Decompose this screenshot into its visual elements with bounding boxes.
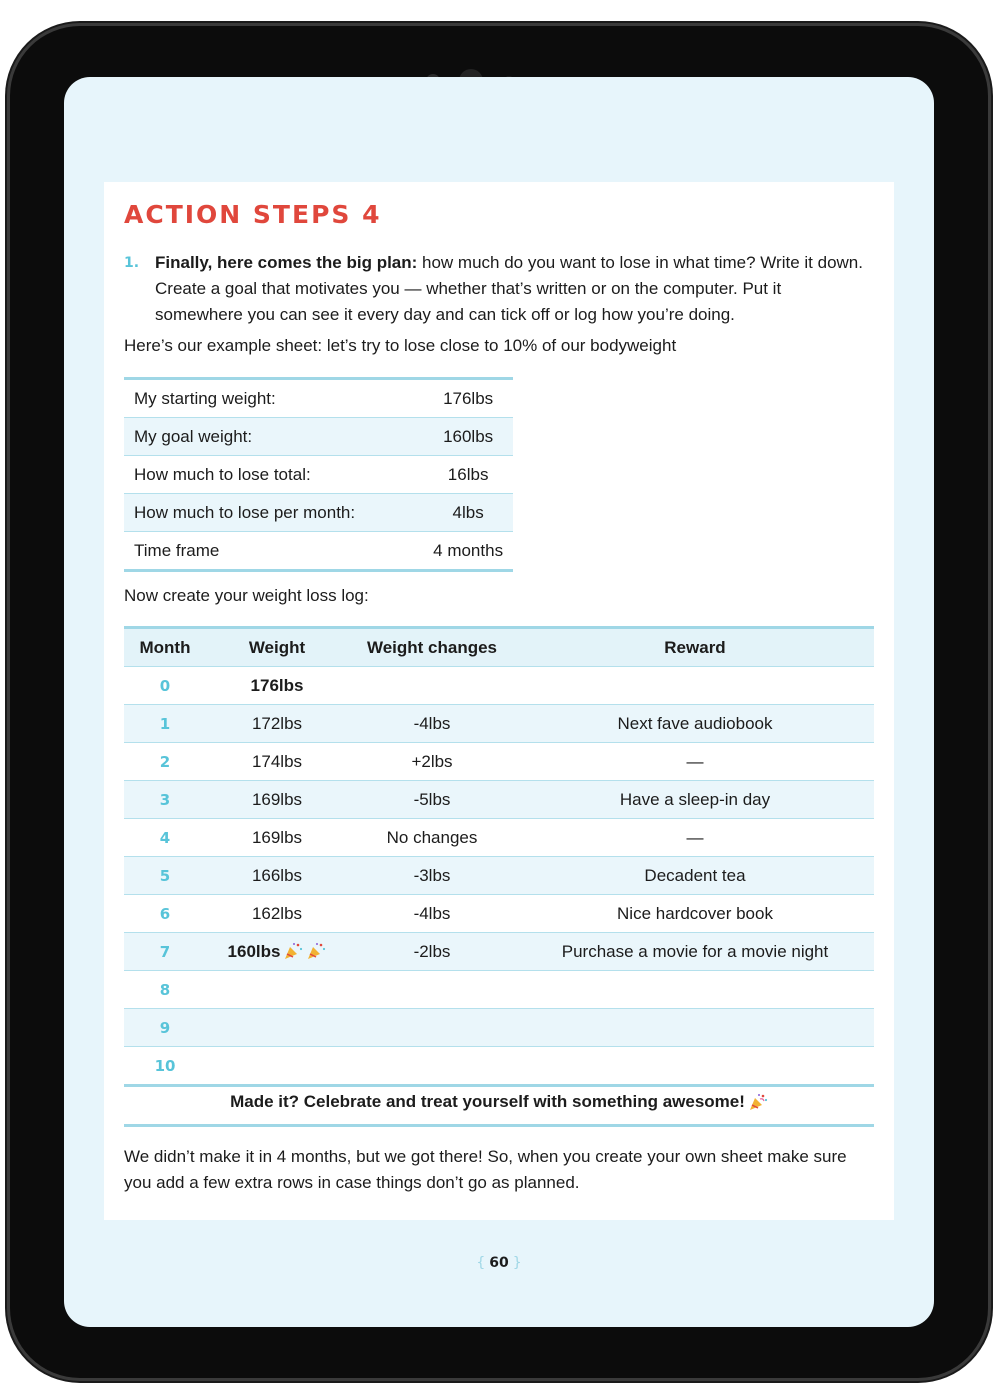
summary-value: 4lbs [452,502,484,522]
step-text [155,250,864,328]
log-row [124,933,874,971]
log-month: 8 [159,980,171,999]
log-reward: Purchase a movie for a movie night [561,941,829,961]
log-month: 9 [159,1018,171,1037]
log-month: 3 [159,790,171,809]
log-month: 7 [159,942,171,961]
log-weight-cell [206,866,348,886]
log-weight: 169lbs [251,827,303,847]
summary-row [124,532,513,569]
log-reward: — [686,751,704,771]
page-number-value: 60 [489,1255,509,1271]
closing-paragraph: We didn’t make it in 4 months, but we got there! So, when you create your own sheet make sure you add a few extra rows in case things don’t go as planned. [124,1147,847,1192]
log-weight-cell [206,904,348,924]
log-reward: Next fave audiobook [617,713,773,733]
header-weight-changes: Weight changes [366,637,498,657]
log-month: 1 [159,714,171,733]
log-weight-change: -4lbs [413,713,451,733]
celebrate-note [124,1080,874,1127]
log-weight: 174lbs [251,751,303,771]
log-row [124,971,874,1009]
summary-row [124,418,513,456]
summary-label: My goal weight: [134,426,253,446]
log-weight: 176lbs [250,675,304,695]
log-row [124,781,874,819]
goal-summary-table [124,377,513,572]
summary-value: 176lbs [443,388,494,408]
summary-label: My starting weight: [134,388,276,408]
party-popper-icon [306,942,326,960]
log-weight-cell [206,828,348,848]
summary-row [124,380,513,418]
log-weight-change: -5lbs [413,789,451,809]
log-weight-change: +2lbs [411,751,453,771]
summary-value: 4 months [433,540,504,560]
ebook-page [104,182,894,1220]
header-month: Month [139,637,191,657]
log-weight-cell [206,942,348,962]
log-reward: Decadent tea [644,865,746,885]
log-row [124,857,874,895]
log-row [124,895,874,933]
log-weight: 160lbs [227,941,281,961]
party-popper-icon [748,1093,768,1111]
page-number-bracket-left: { [476,1255,486,1271]
log-reward: Nice hardcover book [617,903,773,923]
summary-value: 160lbs [443,426,494,446]
log-weight-cell [206,752,348,772]
log-weight: 169lbs [251,789,303,809]
step-body-text: how much do you want to lose in what time? Write it down. Create a goal that motivates you — whether that’s written or on the computer. Put it somewhere you can see it every day and can tick off or log how you’re doing. [155,253,863,324]
summary-row [124,494,513,532]
summary-label: How much to lose total: [134,464,311,484]
log-weight-cell [206,790,348,810]
log-row [124,819,874,857]
celebrate-text: Made it? Celebrate and treat yourself with something awesome! [230,1092,745,1111]
page-number-bracket-right: } [512,1255,522,1271]
party-popper-icon [283,942,303,960]
action-step-1 [124,250,864,328]
page-number [64,1255,934,1271]
log-row [124,743,874,781]
log-weight: 162lbs [251,903,303,923]
log-weight-change: -2lbs [413,941,451,961]
step-number: 1. [124,255,140,271]
log-reward: Have a sleep-in day [619,789,771,809]
summary-label: How much to lose per month: [134,502,356,522]
log-weight-change: No changes [386,827,478,847]
summary-label: Time frame [134,540,220,560]
log-weight-cell [206,676,348,696]
log-weight-change: -4lbs [413,903,451,923]
log-month: 0 [159,676,171,695]
log-row [124,667,874,705]
weight-loss-log-table [124,626,874,1087]
log-month: 2 [159,752,171,771]
summary-value: 16lbs [447,464,489,484]
page-title: ACTION STEPS 4 [124,200,382,229]
log-month: 10 [154,1056,176,1075]
log-weight: 172lbs [251,713,303,733]
log-intro: Now create your weight loss log: [124,586,369,605]
step-lead: Finally, here comes the big plan: [155,253,418,272]
log-weight-change: -3lbs [413,865,451,885]
log-row [124,1009,874,1047]
log-month: 5 [159,866,171,885]
log-header-row [124,629,874,667]
log-month: 6 [159,904,171,923]
log-weight-cell [206,714,348,734]
header-reward: Reward [664,637,726,657]
log-reward: — [686,827,704,847]
header-weight: Weight [248,637,306,657]
log-row [124,705,874,743]
summary-row [124,456,513,494]
example-intro: Here’s our example sheet: let’s try to lose close to 10% of our bodyweight [124,336,677,355]
log-month: 4 [159,828,171,847]
log-weight: 166lbs [251,865,303,885]
tablet-screen [64,77,934,1327]
